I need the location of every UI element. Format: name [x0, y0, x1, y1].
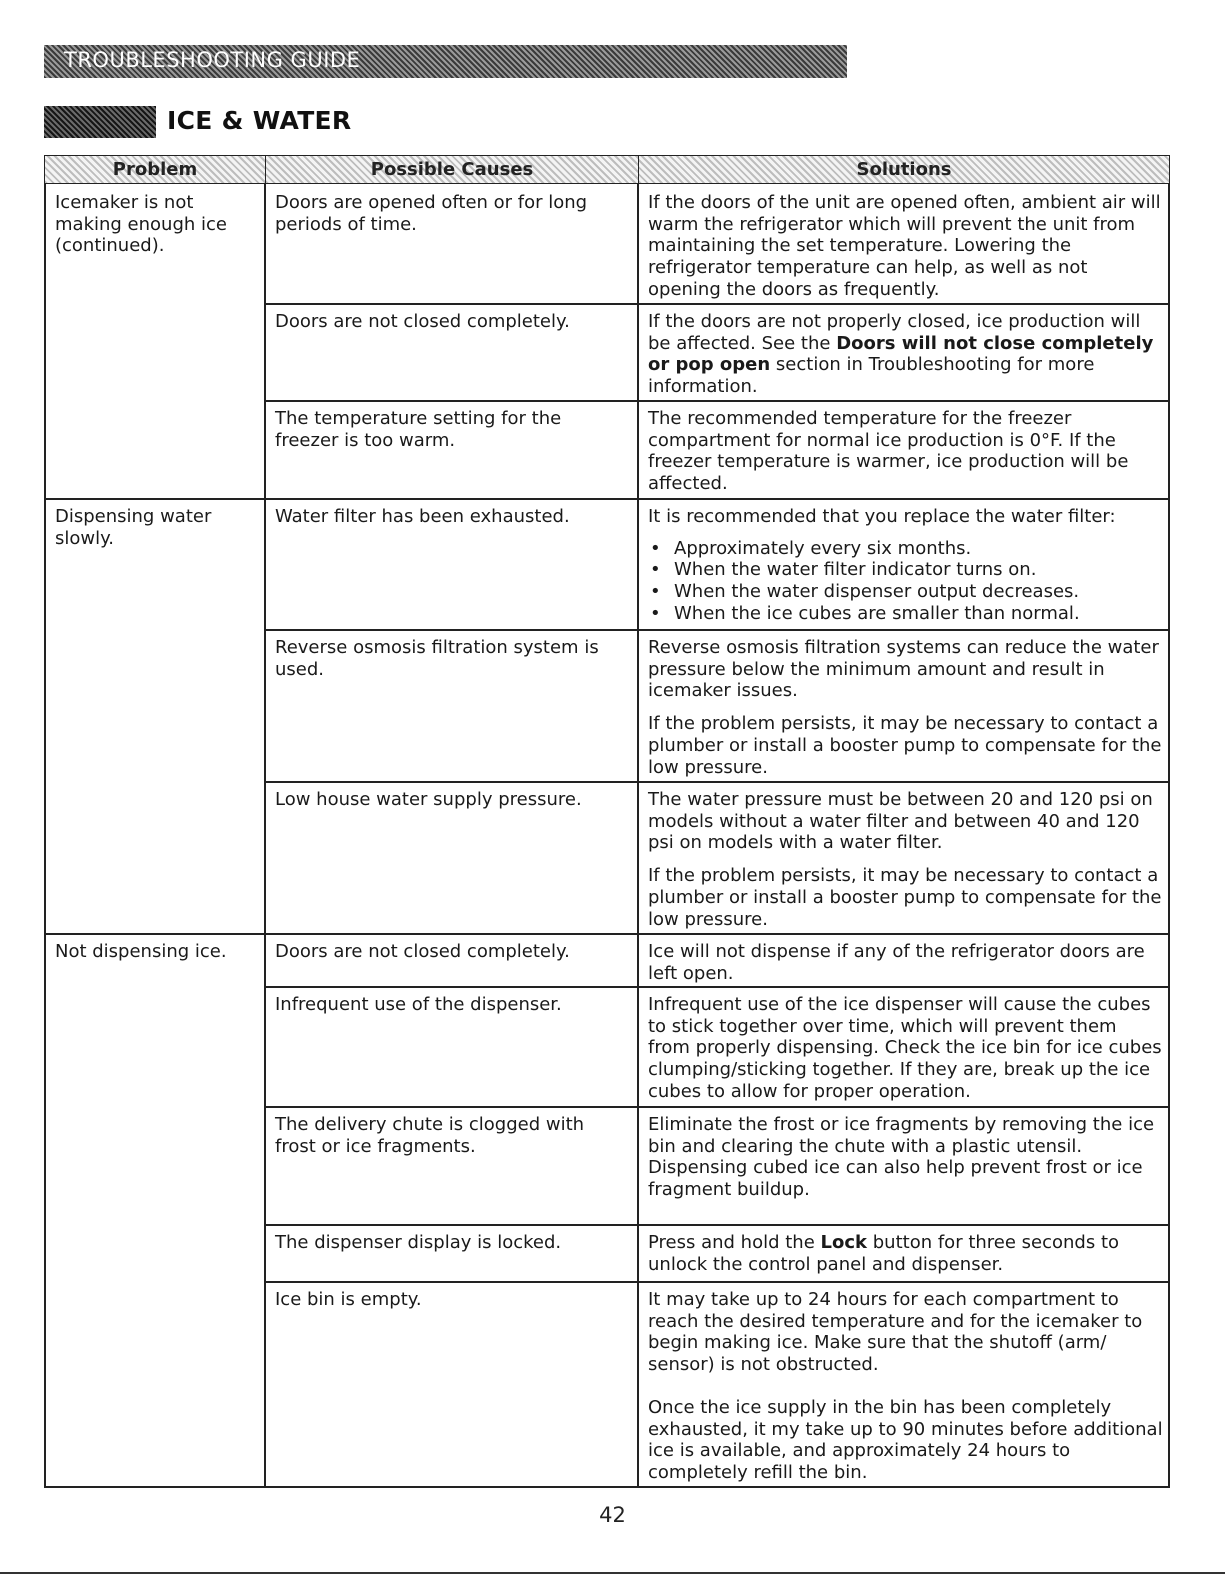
- list-item: • Approximately every six months.: [648, 538, 1163, 560]
- solution-doors-opened: If the doors of the unit are opened often, ambient air will warm the refrigerator which will prevent the unit from maintaining the set temperature. Lowering the refrigerator temperature can help, as well as not opening the doors as frequently.: [648, 192, 1161, 300]
- page-number: 42: [599, 1503, 626, 1527]
- cause-doors-opened: Doors are opened often or for long periods of time.: [275, 192, 588, 235]
- cause-bin-empty: Ice bin is empty.: [275, 1289, 422, 1310]
- header-causes: Possible Causes: [265, 155, 639, 184]
- solution-infrequent-use: Infrequent use of the ice dispenser will cause the cubes to stick together over time, which will prevent them from properly dispensing. Check the ice bin for ice cubes clumping/sticking together. If they are, break up the ice cubes to allow for proper operation.: [648, 994, 1162, 1102]
- cause-doors-open-ice: Doors are not closed completely.: [275, 941, 570, 962]
- header-problem: Problem: [44, 155, 266, 184]
- solution-freezer-warm: The recommended temperature for the freezer compartment for normal ice production is 0°F. If the freezer temperature is warmer, ice production will be affected.: [648, 408, 1129, 495]
- problem-water-slow: Dispensing water slowly.: [55, 506, 212, 549]
- bottom-divider: [0, 1572, 1225, 1574]
- solution-doors-open-ice: Ice will not dispense if any of the refrigerator doors are left open.: [648, 941, 1145, 984]
- solution-chute-clogged: Eliminate the frost or ice fragments by removing the ice bin and clearing the chute with a plastic utensil. Dispensing cubed ice can also help prevent frost or ice fragment buildup.: [648, 1114, 1155, 1201]
- cause-doors-not-closed: Doors are not closed completely.: [275, 311, 570, 332]
- problem-icemaker: Icemaker is not making enough ice (continued).: [55, 192, 227, 257]
- guide-banner: [44, 45, 847, 78]
- solution-low-pressure: The water pressure must be between 20 and 120 psi on models without a water filter and between 40 and 120 psi on models with a water filter. If the problem persists, it may be necessary to contact a plumber or install a booster pump to compensate for the low pressure.: [648, 789, 1162, 930]
- section-marker: [44, 106, 156, 138]
- cause-reverse-osmosis: Reverse osmosis filtration system is used.: [275, 637, 599, 680]
- cause-infrequent-use: Infrequent use of the dispenser.: [275, 994, 562, 1015]
- cause-freezer-warm: The temperature setting for the freezer is too warm.: [275, 408, 562, 451]
- guide-banner-title: TROUBLESHOOTING GUIDE: [64, 48, 361, 72]
- cause-chute-clogged: The delivery chute is clogged with frost or ice fragments.: [275, 1114, 585, 1157]
- solution-filter-exhausted: It is recommended that you replace the water filter: • Approximately every six months. • When the water filter indicator turns on. • When the water dispenser output decreases. • When the ice cubes are smaller than normal.: [648, 506, 1163, 625]
- filter-replacement-list: [648, 538, 1163, 625]
- problem-no-ice: Not dispensing ice.: [55, 941, 227, 962]
- solution-display-locked: Press and hold the Lock button for three seconds to unlock the control panel and dispenser.: [648, 1232, 1120, 1275]
- cause-filter-exhausted: Water filter has been exhausted.: [275, 506, 570, 527]
- header-solutions: Solutions: [638, 155, 1170, 184]
- solution-reverse-osmosis: Reverse osmosis filtration systems can reduce the water pressure below the minimum amount and result in icemaker issues. If the problem persists, it may be necessary to contact a plumber or install a booster pump to compensate for the low pressure.: [648, 637, 1162, 778]
- solution-bin-empty: It may take up to 24 hours for each compartment to reach the desired temperature and for the icemaker to begin making ice. Make sure that the shutoff (arm/ sensor) is not obstructed. Once the ice supply in the bin has been completely exhausted, it my take up to 90 minutes before additional ice is available, and approximately 24 hours to completely refill the bin.: [648, 1289, 1163, 1483]
- section-title: ICE & WATER: [167, 106, 352, 135]
- cause-display-locked: The dispenser display is locked.: [275, 1232, 562, 1253]
- list-item: • When the ice cubes are smaller than normal.: [648, 603, 1163, 625]
- cause-low-pressure: Low house water supply pressure.: [275, 789, 582, 810]
- solution-doors-not-closed: If the doors are not properly closed, ice production will be affected. See the Doors will not close completely or pop open section in Troubleshooting for more information.: [648, 311, 1154, 398]
- list-item: • When the water filter indicator turns on.: [648, 559, 1163, 581]
- list-item: • When the water dispenser output decreases.: [648, 581, 1163, 603]
